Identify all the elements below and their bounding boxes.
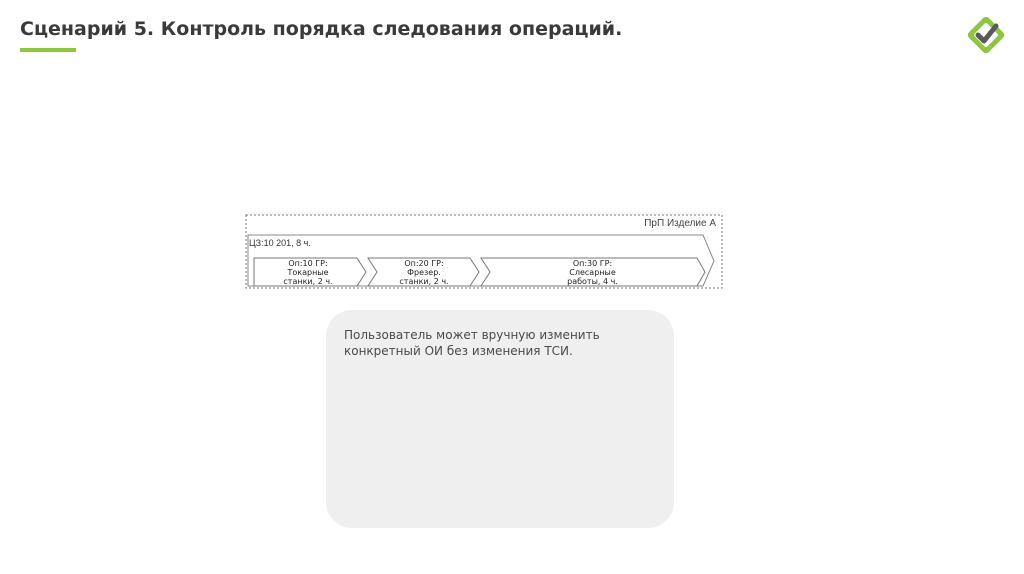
operation-label-20: Оп:20 ГР: Фрезер. станки, 2 ч. (399, 259, 449, 286)
product-label: ПрП Изделие А (644, 218, 716, 229)
note-callout (326, 310, 674, 528)
chain-label: ЦЗ:10 201, 8 ч. (249, 238, 311, 248)
note-text: Пользователь может вручную изменить конкретный ОИ без изменения ТСИ. (344, 328, 600, 358)
operation-label-10: Оп:10 ГР: Токарные станки, 2 ч. (283, 259, 333, 286)
slide-title: Сценарий 5. Контроль порядка следования операций. (20, 18, 623, 40)
operation-label-30: Оп:30 ГР: Слесарные работы, 4 ч. (567, 259, 618, 286)
